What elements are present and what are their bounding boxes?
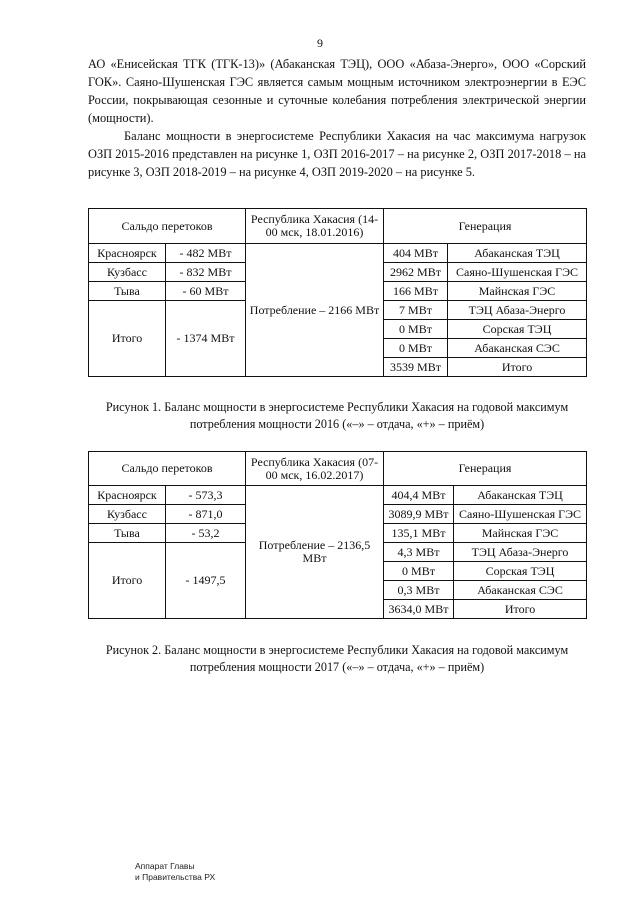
generation-value: 404,4 МВт <box>384 486 454 505</box>
flow-value: - 871,0 <box>166 505 246 524</box>
flow-value: - 832 МВт <box>166 263 246 282</box>
table-header-row <box>89 452 587 486</box>
generation-value: 4,3 МВт <box>384 543 454 562</box>
stamp-line: Аппарат Главы <box>135 861 195 871</box>
flow-value: - 53,2 <box>166 524 246 543</box>
generation-name: Сорская ТЭЦ <box>448 320 587 339</box>
generation-name: Саяно-Шушенская ГЭС <box>454 505 587 524</box>
page-number: 9 <box>317 36 323 50</box>
table-row <box>89 486 587 505</box>
generation-name: Абаканская СЭС <box>448 339 587 358</box>
consumption-cell: Потребление – 2166 МВт <box>246 244 384 377</box>
table-header-row <box>89 209 587 244</box>
generation-value: 0 МВт <box>384 562 454 581</box>
generation-name: Итого <box>448 358 587 377</box>
generation-value: 404 МВт <box>384 244 448 263</box>
generation-value: 166 МВт <box>384 282 448 301</box>
generation-name: Майнская ГЭС <box>454 524 587 543</box>
generation-value: 3089,9 МВт <box>384 505 454 524</box>
flow-value: - 573,3 <box>166 486 246 505</box>
generation-value: 3634,0 МВт <box>384 600 454 619</box>
total-value: - 1497,5 <box>166 543 246 619</box>
flow-name: Кузбасс <box>89 263 166 282</box>
generation-value: 2962 МВт <box>384 263 448 282</box>
generation-value: 135,1 МВт <box>384 524 454 543</box>
header-flows: Сальдо перетоков <box>89 452 246 486</box>
power-balance-table-2016 <box>88 208 587 377</box>
flow-name: Тыва <box>89 282 166 301</box>
header-flows: Сальдо перетоков <box>89 209 246 244</box>
flow-value: - 482 МВт <box>166 244 246 263</box>
header-generation: Генерация <box>384 452 587 486</box>
generation-name: Абаканская ТЭЦ <box>454 486 587 505</box>
table-row <box>89 244 587 263</box>
figure-caption-2: Рисунок 2. Баланс мощности в энергосистеме Республики Хакасия на годовой максимум потребления мощности 2017 («–» – отдача, «+» – приём) <box>105 643 569 674</box>
generation-value: 0 МВт <box>384 320 448 339</box>
generation-name: Майнская ГЭС <box>448 282 587 301</box>
total-label: Итого <box>89 301 166 377</box>
consumption-cell: Потребление – 2136,5 МВт <box>246 486 384 619</box>
flow-value: - 60 МВт <box>166 282 246 301</box>
generation-value: 3539 МВт <box>384 358 448 377</box>
generation-value: 0,3 МВт <box>384 581 454 600</box>
flow-name: Тыва <box>89 524 166 543</box>
header-generation: Генерация <box>384 209 587 244</box>
generation-value: 7 МВт <box>384 301 448 320</box>
generation-value: 0 МВт <box>384 339 448 358</box>
power-balance-table-2017 <box>88 451 587 619</box>
figure-caption-1: Рисунок 1. Баланс мощности в энергосистеме Республики Хакасия на годовой максимум потребления мощности 2016 («–» – отдача, «+» – приём) <box>105 400 569 431</box>
generation-name: Абаканская СЭС <box>454 581 587 600</box>
total-label: Итого <box>89 543 166 619</box>
generation-name: Абаканская ТЭЦ <box>448 244 587 263</box>
header-region: Республика Хакасия (07-00 мск, 16.02.2017) <box>246 452 384 486</box>
generation-name: ТЭЦ Абаза-Энерго <box>454 543 587 562</box>
office-stamp <box>135 861 215 883</box>
flow-name: Кузбасс <box>89 505 166 524</box>
generation-name: ТЭЦ Абаза-Энерго <box>448 301 587 320</box>
paragraph-2: Баланс мощности в энергосистеме Республики Хакасия на час максимума нагрузок ОЗП 2015-2016 представлен на рисунке 1, ОЗП 2016-2017 – на рисунке 2, ОЗП 2017-2018 – на рисунке 3, ОЗП 2018-2019 – на рисунке 4, ОЗП 2019-2020 – на рисунке 5. <box>88 129 586 179</box>
stamp-line: и Правительства РХ <box>135 872 216 882</box>
flow-name: Красноярск <box>89 486 166 505</box>
header-region: Республика Хакасия (14-00 мск, 18.01.2016) <box>246 209 384 244</box>
paragraph-1: АО «Енисейская ТГК (ТГК-13)» (Абаканская ТЭЦ), ООО «Абаза-Энерго», ООО «Сорский ГОК». Саяно-Шушенская ГЭС является самым мощным источником электроэнергии в ЕЭС России, покрывающая сезонные и суточные колебания потребления электрической энергии (мощности). <box>88 57 586 125</box>
generation-name: Итого <box>454 600 587 619</box>
generation-name: Сорская ТЭЦ <box>454 562 587 581</box>
flow-name: Красноярск <box>89 244 166 263</box>
generation-name: Саяно-Шушенская ГЭС <box>448 263 587 282</box>
total-value: - 1374 МВт <box>166 301 246 377</box>
